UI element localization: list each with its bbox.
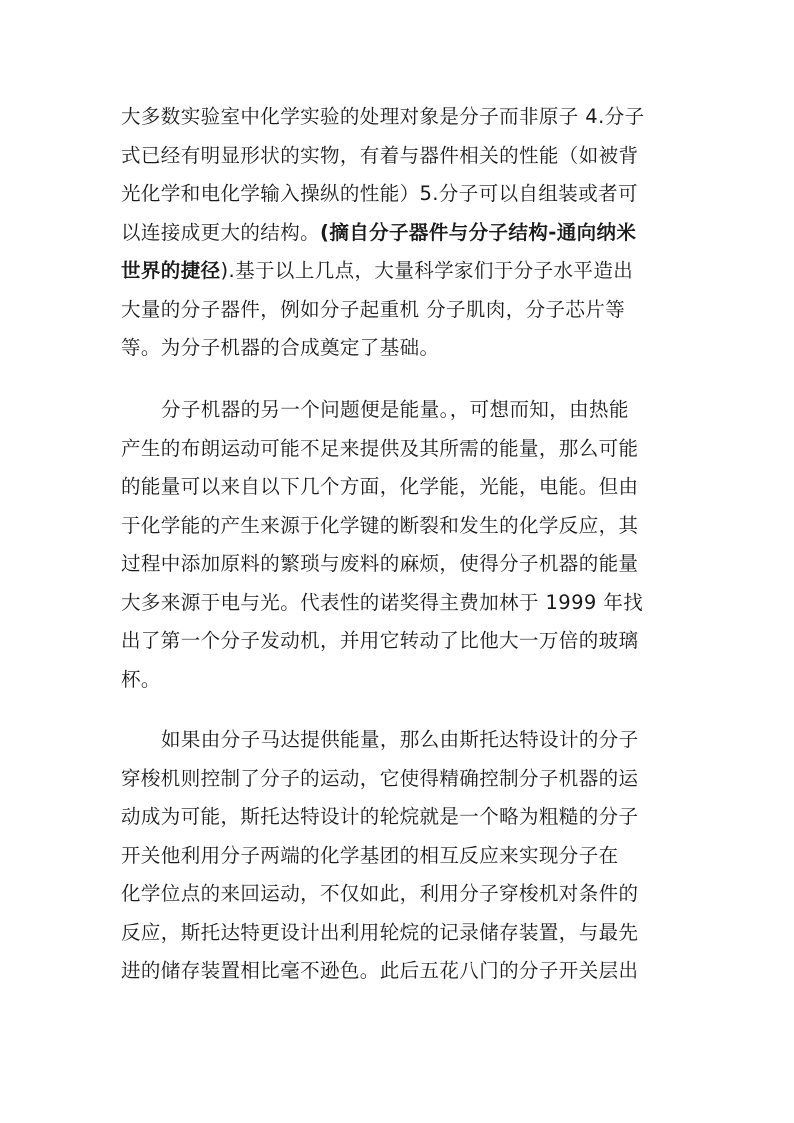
text-run: 以连接成更大的结构。 — [121, 220, 321, 244]
text-line — [121, 468, 677, 507]
text-run: 出了第一个分子发动机，并用它转动了比他大一万倍的玻璃 — [121, 629, 639, 652]
citation-text: (摘自分子器件与分子结构-通向纳米 — [320, 220, 637, 244]
text-run: ).基于以上几点，大量科学家们于分子水平造出 — [220, 259, 634, 282]
text-run: 化学位点的来回运动，不仅如此，利用分子穿梭机对条件的 — [121, 882, 639, 905]
text-run: 产生的布朗运动可能不足来提供及其所需的能量，那么可能 — [121, 436, 639, 460]
text-run: 开关他利用分子两端的化学基团的相互反应来实现分子在 — [121, 843, 619, 867]
text-run: 分子机器的另一个问题便是能量。，可想而知，由热能 — [161, 398, 629, 421]
text-run: 大量的分子器件，例如分子起重机 分子肌肉，分子芯片等 — [121, 297, 626, 321]
text-line — [121, 622, 677, 661]
text-line — [121, 545, 677, 584]
text-run: 穿梭机则控制了分子的运动，它使得精确控制分子机器的运 — [121, 766, 639, 790]
text-line — [121, 175, 677, 214]
text-line — [121, 137, 677, 176]
text-run: 光化学和电化学输入操纵的性能）5.分子可以自组装或者可 — [121, 182, 638, 205]
text-line — [121, 661, 677, 700]
text-line — [121, 507, 677, 546]
text-line — [121, 584, 677, 623]
text-run: 大多数实验室中化学实验的处理对象是分子而非原子 4.分子 — [121, 105, 645, 128]
paragraph-1 — [121, 98, 677, 368]
text-line — [121, 214, 677, 253]
text-line — [121, 430, 677, 469]
text-run: 的能量可以来自以下几个方面，化学能，光能，电能。但由 — [121, 475, 639, 498]
text-line — [121, 291, 677, 330]
text-line — [121, 252, 677, 291]
text-line — [121, 391, 677, 430]
text-run: 于化学能的产生来源于化学键的断裂和发生的化学反应，其 — [121, 513, 639, 537]
text-line — [121, 875, 677, 914]
citation-text: 世界的捷径 — [121, 259, 221, 282]
text-run: 动成为可能，斯托达特设计的轮烷就是一个略为粗糙的分子 — [121, 805, 639, 828]
text-line — [121, 914, 677, 953]
text-run: 大多来源于电与光。代表性的诺奖得主费加林于 1999 年找 — [121, 590, 644, 614]
paragraph-3 — [121, 721, 677, 991]
text-run: 等。为分子机器的合成奠定了基础。 — [121, 336, 440, 359]
text-line — [121, 760, 677, 799]
text-line — [121, 837, 677, 876]
text-run: 式已经有明显形状的实物，有着与器件相关的性能（如被背 — [121, 143, 639, 167]
text-line — [121, 952, 677, 991]
text-run: 杯。 — [121, 667, 161, 691]
text-run: 过程中添加原料的繁琐与废料的麻烦，使得分子机器的能量 — [121, 552, 639, 575]
text-line — [121, 98, 677, 137]
text-line — [121, 721, 677, 760]
paragraph-2 — [121, 391, 677, 699]
text-run: 反应，斯托达特更设计出利用轮烷的记录储存装置，与最先 — [121, 920, 639, 944]
text-run: 如果由分子马达提供能量，那么由斯托达特设计的分子 — [161, 728, 639, 751]
text-line — [121, 329, 677, 368]
text-line — [121, 798, 677, 837]
text-run: 进的储存装置相比毫不逊色。此后五花八门的分子开关层出 — [121, 959, 639, 982]
